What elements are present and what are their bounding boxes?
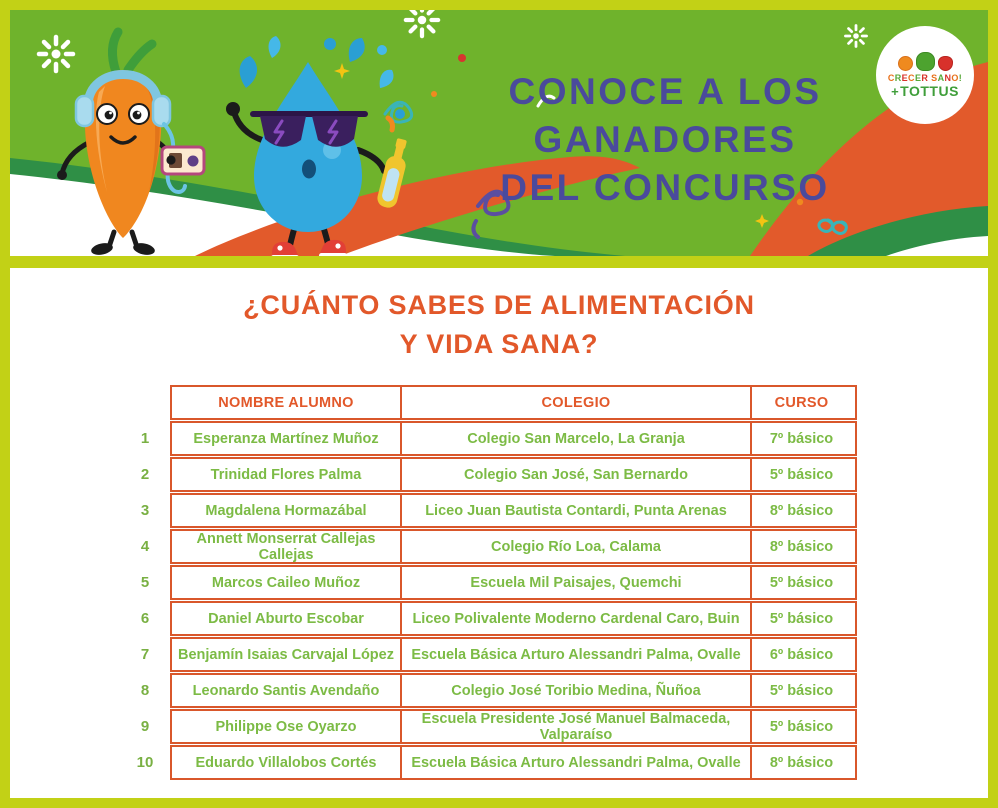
quiz-title-line2: Y VIDA SANA?: [399, 329, 599, 359]
mouth: [302, 160, 316, 179]
row-number: 9: [140, 718, 150, 735]
table-header-box: [170, 385, 857, 420]
table-header-row: [128, 385, 868, 420]
confetti-dot: [458, 54, 466, 62]
plus-flower-icon: +: [891, 83, 900, 99]
cell-colegio: Escuela Mil Paisajes, Quemchi: [400, 567, 750, 598]
cell-colegio: Escuela Presidente José Manuel Balmaceda, Valparaíso: [400, 711, 750, 742]
cell-colegio: Liceo Juan Bautista Contardi, Punta Arenas: [400, 495, 750, 526]
cell-curso: 5º básico: [750, 459, 851, 490]
row-box: [170, 709, 857, 744]
table-row: [128, 529, 868, 564]
cell-colegio: Colegio San Marcelo, La Granja: [400, 423, 750, 454]
row-box: [170, 457, 857, 492]
table-row: [128, 493, 868, 528]
winners-table: [128, 385, 868, 780]
column-header-curso: CURSO: [750, 387, 851, 418]
broccoli-icon: [916, 52, 935, 71]
quiz-title-line1: ¿CUÁNTO SABES DE ALIMENTACIÓN: [243, 290, 755, 320]
splash-droplet: [395, 109, 405, 119]
sun-doodle: [845, 25, 866, 46]
cell-curso: 6º básico: [750, 639, 851, 670]
cell-colegio: Colegio José Toribio Medina, Ñuñoa: [400, 675, 750, 706]
content-panel: [10, 268, 988, 798]
cell-colegio: Colegio Río Loa, Calama: [400, 531, 750, 562]
banner-title-line: GANADORES: [533, 119, 797, 160]
row-number: 6: [140, 610, 150, 627]
cell-nombre-alumno: Marcos Caileo Muñoz: [211, 574, 361, 591]
column-header-nombre: NOMBRE ALUMNO: [218, 394, 354, 411]
table-row: [128, 421, 868, 456]
table-row: [128, 709, 868, 744]
banner-title-line: DEL CONCURSO: [500, 167, 830, 208]
row-number: 4: [140, 538, 150, 555]
confetti-dot: [431, 91, 437, 97]
cell-curso: 8º básico: [750, 747, 851, 778]
cell-curso: 5º básico: [750, 675, 851, 706]
cell-nombre-alumno: Philippe Ose Oyarzo: [215, 718, 357, 735]
cell-nombre-alumno: Benjamín Isaias Carvajal López: [178, 646, 394, 663]
cell-nombre-alumno: Annett Monserrat Callejas Callejas: [196, 530, 376, 563]
table-row: [128, 565, 868, 600]
cell-curso: 8º básico: [750, 531, 851, 562]
logo-tottus-label: TOTTUS: [900, 82, 959, 99]
cell-colegio: Liceo Polivalente Moderno Cardenal Caro, Buin: [400, 603, 750, 634]
row-box: [170, 637, 857, 672]
column-header-colegio: COLEGIO: [400, 387, 750, 418]
row-box: [170, 529, 857, 564]
row-number: 3: [140, 502, 150, 519]
cell-nombre-alumno: Esperanza Martínez Muñoz: [193, 430, 379, 447]
row-number: 1: [140, 430, 150, 447]
logo-text-tottus: [891, 84, 959, 99]
cell-curso: 5º básico: [750, 603, 851, 634]
strawberry-icon: [938, 56, 953, 71]
quiz-title: [10, 268, 988, 364]
header-banner: [10, 10, 988, 256]
banner-title: [450, 68, 880, 212]
table-row: [128, 601, 868, 636]
row-box: [170, 421, 857, 456]
logo-fruits: [898, 52, 953, 71]
banner-title-line: CONOCE A LOS: [508, 71, 822, 112]
sun-doodle: [39, 37, 73, 71]
table-row: [128, 637, 868, 672]
cell-colegio: Escuela Básica Arturo Alessandri Palma, Ovalle: [400, 747, 750, 778]
row-box: [170, 493, 857, 528]
logo-text-crecer-sano: CRECER SANO!: [887, 72, 963, 83]
row-number: 8: [140, 682, 150, 699]
cell-curso: 7º básico: [750, 423, 851, 454]
cell-curso: 8º básico: [750, 495, 851, 526]
row-box: [170, 565, 857, 600]
cell-nombre-alumno: Trinidad Flores Palma: [210, 466, 362, 483]
row-box: [170, 601, 857, 636]
table-row: [128, 457, 868, 492]
row-box: [170, 673, 857, 708]
cell-nombre-alumno: Eduardo Villalobos Cortés: [195, 754, 377, 771]
crecer-sano-tottus-logo: [876, 26, 974, 124]
row-number: 10: [136, 754, 154, 771]
row-box: [170, 745, 857, 780]
row-number-spacer: [128, 385, 162, 420]
cell-nombre-alumno: Leonardo Santis Avendaño: [192, 682, 380, 699]
cell-colegio: Escuela Básica Arturo Alessandri Palma, Ovalle: [400, 639, 750, 670]
splash-droplet: [377, 45, 387, 55]
table-row: [128, 673, 868, 708]
orange-icon: [898, 56, 913, 71]
cell-colegio: Colegio San José, San Bernardo: [400, 459, 750, 490]
row-number: 5: [140, 574, 150, 591]
cell-nombre-alumno: Magdalena Hormazábal: [205, 502, 367, 519]
cell-nombre-alumno: Daniel Aburto Escobar: [208, 610, 364, 627]
table-row: [128, 745, 868, 780]
splash-droplet: [324, 38, 336, 50]
row-number: 7: [140, 646, 150, 663]
cell-curso: 5º básico: [750, 567, 851, 598]
cell-curso: 5º básico: [750, 711, 851, 742]
row-number: 2: [140, 466, 150, 483]
table-rows: [128, 421, 868, 780]
